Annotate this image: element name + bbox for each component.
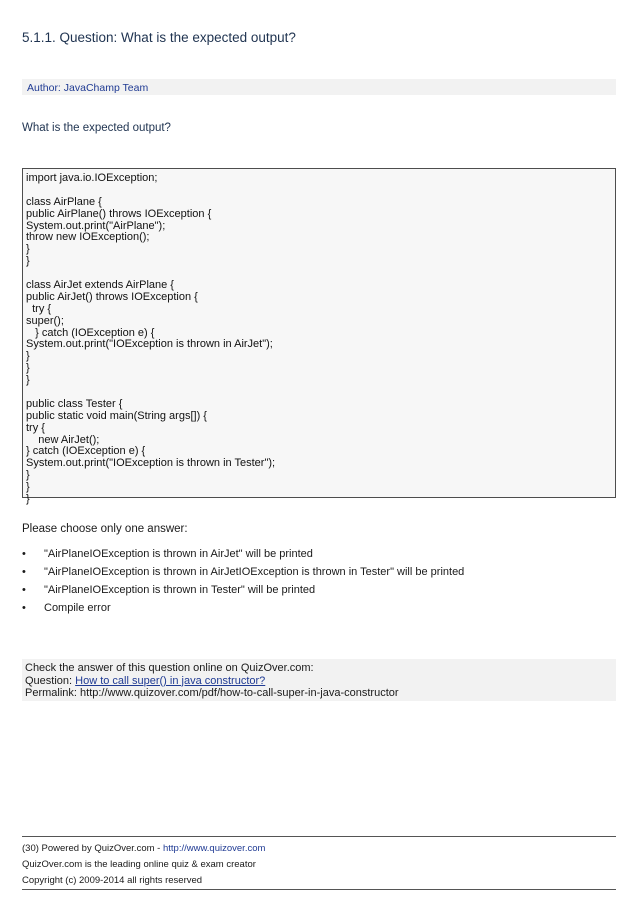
code-line: }	[26, 469, 30, 482]
online-question-row	[25, 675, 616, 688]
footer-divider-top	[22, 836, 616, 837]
code-line: throw new IOException();	[26, 231, 150, 244]
answer-prompt: Please choose only one answer:	[22, 523, 188, 535]
code-line: class AirJet extends AirPlane {	[26, 279, 174, 292]
author-label: Author: JavaChamp Team	[27, 82, 149, 94]
code-line	[26, 185, 615, 197]
footer-powered-link[interactable]: http://www.quizover.com	[162, 843, 266, 854]
footer	[22, 841, 265, 889]
answer-option[interactable]	[22, 563, 464, 581]
code-line: } catch (IOException e) {	[26, 445, 146, 458]
code-line: super();	[26, 314, 64, 327]
question-text: What is the expected output?	[22, 122, 171, 134]
bullet-icon: •	[22, 602, 26, 614]
code-block	[22, 168, 616, 506]
code-line: class AirPlane {	[26, 195, 102, 208]
author-banner	[22, 79, 616, 95]
footer-tagline: QuizOver.com is the leading online quiz & exam creator	[22, 859, 256, 870]
code-line: try {	[26, 421, 45, 434]
code-line: }	[26, 255, 30, 268]
online-question-link[interactable]: How to call super() in java constructor?	[75, 674, 266, 687]
answer-text: "AirPlaneIOException is thrown in AirJet" will be printed	[44, 548, 313, 560]
footer-powered-text: (30) Powered by QuizOver.com -	[22, 843, 163, 854]
answer-option[interactable]	[22, 581, 464, 599]
code-line: }	[26, 362, 30, 375]
bullet-icon: •	[22, 548, 26, 560]
online-check-text: Check the answer of this question online on QuizOver.com:	[25, 662, 314, 674]
code-line: public AirJet() throws IOException {	[26, 290, 198, 303]
code-line: } catch (IOException e) {	[26, 326, 155, 339]
footer-powered-row	[22, 841, 265, 857]
code-line: public class Tester {	[26, 397, 123, 410]
answer-text: Compile error	[44, 602, 111, 614]
code-line: }	[26, 481, 30, 494]
footer-divider-bottom	[22, 889, 616, 890]
answer-list	[22, 545, 464, 617]
answer-text: "AirPlaneIOException is thrown in Tester" will be printed	[44, 584, 316, 596]
code-line: public AirPlane() throws IOException {	[26, 207, 212, 220]
online-question-label: Question:	[25, 674, 76, 687]
code-line: public static void main(String args[]) {	[26, 409, 207, 422]
online-permalink[interactable]: Permalink: http://www.quizover.com/pdf/how-to-call-super-in-java-constructor	[25, 687, 399, 699]
code-line: }	[26, 493, 30, 506]
code-line: }	[26, 243, 30, 256]
answer-option[interactable]	[22, 545, 464, 563]
online-check-box	[22, 659, 616, 701]
bullet-icon: •	[22, 566, 26, 578]
code-line: }	[26, 350, 30, 363]
answer-text: "AirPlaneIOException is thrown in AirJetIOException is thrown in Tester" will be printed	[44, 566, 465, 578]
answer-option[interactable]	[22, 599, 464, 617]
code-line: import java.io.IOException;	[26, 172, 158, 184]
footer-copyright: Copyright (c) 2009-2014 all rights reserved	[22, 875, 203, 886]
page-title: 5.1.1. Question: What is the expected output?	[22, 30, 296, 45]
code-line: System.out.print("IOException is thrown in AirJet");	[26, 338, 273, 351]
code-line: new AirJet();	[26, 433, 100, 446]
code-line: System.out.print("AirPlane");	[26, 219, 166, 232]
bullet-icon: •	[22, 584, 26, 596]
code-line: }	[26, 374, 30, 387]
code-line: try {	[26, 302, 52, 315]
code-line: System.out.print("IOException is thrown in Tester");	[26, 457, 276, 470]
